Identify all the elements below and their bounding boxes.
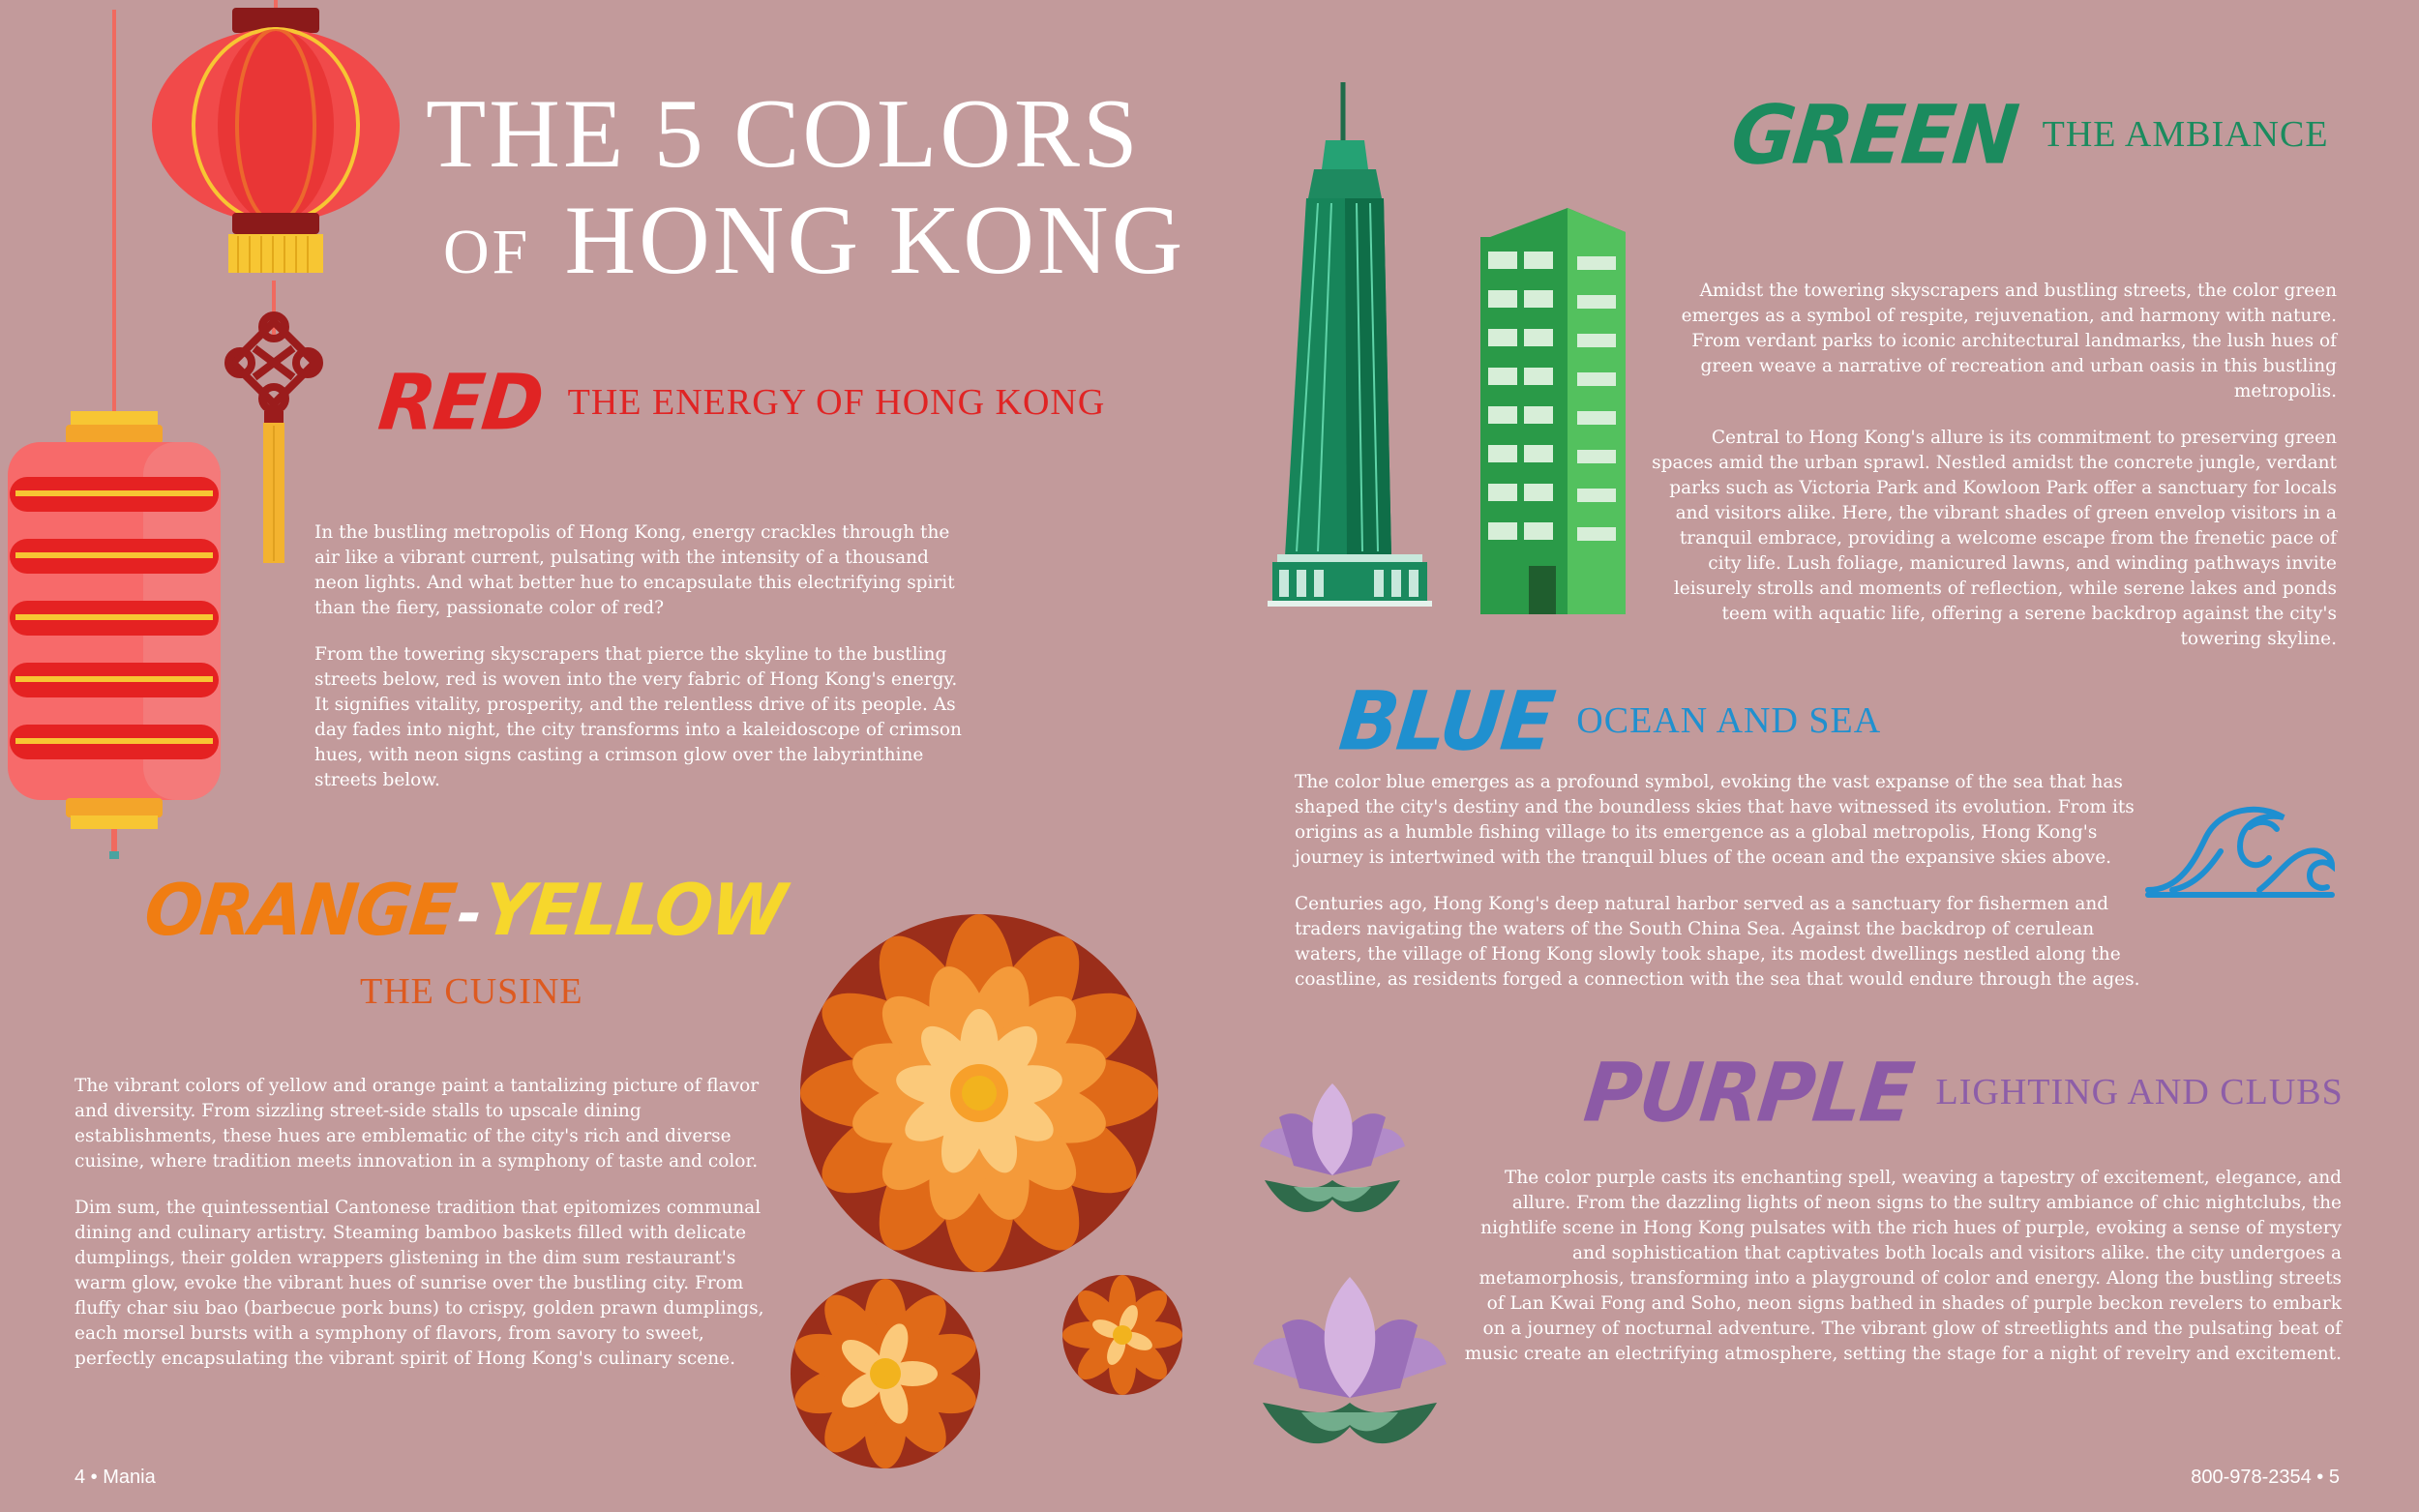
blue-section-header (1334, 673, 1882, 769)
red-heading: RED (374, 356, 547, 448)
yellow-heading: YELLOW (479, 868, 789, 953)
green-body (1650, 279, 2337, 673)
green-subheading: THE AMBIANCE (2042, 114, 2329, 155)
orange-chrysanthemum (1060, 1272, 1185, 1398)
purple-subheading: LIGHTING AND CLUBS (1935, 1072, 2344, 1112)
green-paragraph-1: Amidst the towering skyscrapers and bustling streets, the color green emerges as a symbol of respite, rejuvenation, and harmony with nature. From verdant parks to iconic architectural landmarks, the lush hues of green weave a narrative of recreation and urban oasis in this bustling metropolis. (1681, 281, 2337, 401)
red-subheading: THE ENERGY OF HONG KONG (567, 382, 1106, 423)
orange-yellow-dash: - (454, 878, 485, 950)
blue-paragraph-1: The color blue emerges as a profound symbol, evoking the vast expanse of the sea that has shaped the city's destiny and the boundless skies that have witnessed its evolution. From its origins as a humble fishing village to its emergence as a global metropolis, Hong Kong's journey is intertwined with the tranquil blues of the ocean and the expansive skies above. (1295, 772, 2135, 868)
orange-chrysanthemum (784, 1277, 987, 1470)
purple-body (1461, 1166, 2342, 1388)
blue-wave (2143, 798, 2337, 900)
cuisine-paragraph-1: The vibrant colors of yellow and orange paint a tantalizing picture of flavor and diversity. From sizzling street-side stalls to upscale dining establishments, these hues are emblematic of the city's rich and diverse cuisine, where tradition meets innovation in a symphony of taste and color. (75, 1076, 760, 1171)
blue-heading: BLUE (1334, 673, 1558, 769)
red-cylinder-lantern (8, 411, 221, 866)
blue-paragraph-2: Centuries ago, Hong Kong's deep natural harbor served as a sanctuary for fishermen and traders navigating the waters of the South China Sea. Against the backdrop of cerulean waters, the village of Hong Kong slowly took shape, its modest dwellings nestled along the coastline, as residents forged a connection with the sea that would endure through the ages. (1295, 894, 2140, 990)
red-paragraph-2: From the towering skyscrapers that pierce the skyline to the bustling streets below, red is woven into the very fabric of Hong Kong's energy. It signifies vitality, prosperity, and the relentless drive of its people. As day fades into night, the city transforms into a kaleidoscope of crimson hues, with neon signs casting a crimson glow over the labyrinthine streets below. (314, 644, 962, 790)
cuisine-paragraph-2: Dim sum, the quintessential Cantonese tradition that epitomizes communal dining and culinary artistry. Steaming bamboo baskets filled with delicate dumplings, their golden wrappers glistening in the dim sum restaurant's warm glow, evoke the vibrant hues of sunrise over the bustling city. From fluffy char siu bao (barbecue pork buns) to crispy, golden prawn dumplings, each morsel bursts with a symphony of flavors, from savory to sweet, perfectly encapsulating the vibrant spirit of Hong Kong's culinary scene. (75, 1198, 764, 1369)
title-line-2: HONG KONG (564, 186, 1186, 295)
blue-body (1295, 770, 2146, 1014)
red-round-lantern (145, 0, 406, 281)
purple-section-header (1579, 1045, 2344, 1141)
purple-heading: PURPLE (1579, 1045, 1917, 1141)
red-paragraph-1: In the bustling metropolis of Hong Kong, energy crackles through the air like a vibrant current, pulsating with the intensity of a thousand neon lights. And what better hue to encapsulate this electrifying spirit than the fiery, passionate color of red? (314, 522, 955, 618)
folio-right: 800-978-2354 • 5 (2191, 1467, 2340, 1488)
purple-lotus (1248, 1079, 1418, 1224)
red-section-header (374, 356, 1106, 448)
cuisine-subheading: THE CUSINE (360, 971, 583, 1012)
page-title (426, 79, 1186, 295)
green-paragraph-2: Central to Hong Kong's allure is its commitment to preserving green spaces amid the urban sprawl. Nestled amidst the concrete jungle, verdant parks such as Victoria Park and Kowloon Park offer a sanctuary for locals and visitors alike. Here, the vibrant shades of green envelop visitors in a tranquil embrace, providing a welcome escape from the frenetic pace of city life. Lush foliage, manicured lawns, and winding pathways invite leisurely strolls and moments of reflection, while serene lakes and ponds teem with aquatic life, offering a serene backdrop against the city's towering skyline. (1652, 428, 2337, 649)
cuisine-body (75, 1074, 781, 1393)
title-line-1: THE 5 COLORS (426, 79, 1141, 189)
red-body (314, 520, 972, 815)
purple-paragraph-1: The color purple casts its enchanting spell, weaving a tapestry of excitement, elegance, and allure. From the dazzling lights of neon signs to the sultry ambiance of chic nightclubs, the nightlife scene in Hong Kong pulsates with the rich hues of purple, evoking a sense of mystery and sophistication that captivates both locals and visitors alike. the city undergoes a metamorphosis, transforming into a playground of color and energy. Along the bustling streets of Lan Kwai Fong and Soho, neon signs bathed in shades of purple beckon revelers to embark on a journey of nocturnal adventure. The vibrant glow of streetlights and the pulsating beat of music create an electrifying atmosphere, setting the stage for a night of revelry and excitement. (1464, 1168, 2342, 1364)
green-heading: GREEN (1726, 87, 2021, 183)
orange-chrysanthemum (789, 909, 1171, 1277)
green-section-header (1726, 87, 2329, 183)
blue-subheading: OCEAN AND SEA (1576, 700, 1882, 741)
title-of: OF (443, 217, 531, 287)
folio-left: 4 • Mania (75, 1467, 156, 1488)
chinese-knot (221, 281, 327, 571)
purple-lotus (1243, 1272, 1456, 1456)
orange-yellow-section-header (140, 868, 789, 953)
orange-heading: ORANGE (140, 868, 459, 953)
green-skyscraper (1268, 82, 1432, 614)
green-residential-tower (1471, 208, 1626, 614)
